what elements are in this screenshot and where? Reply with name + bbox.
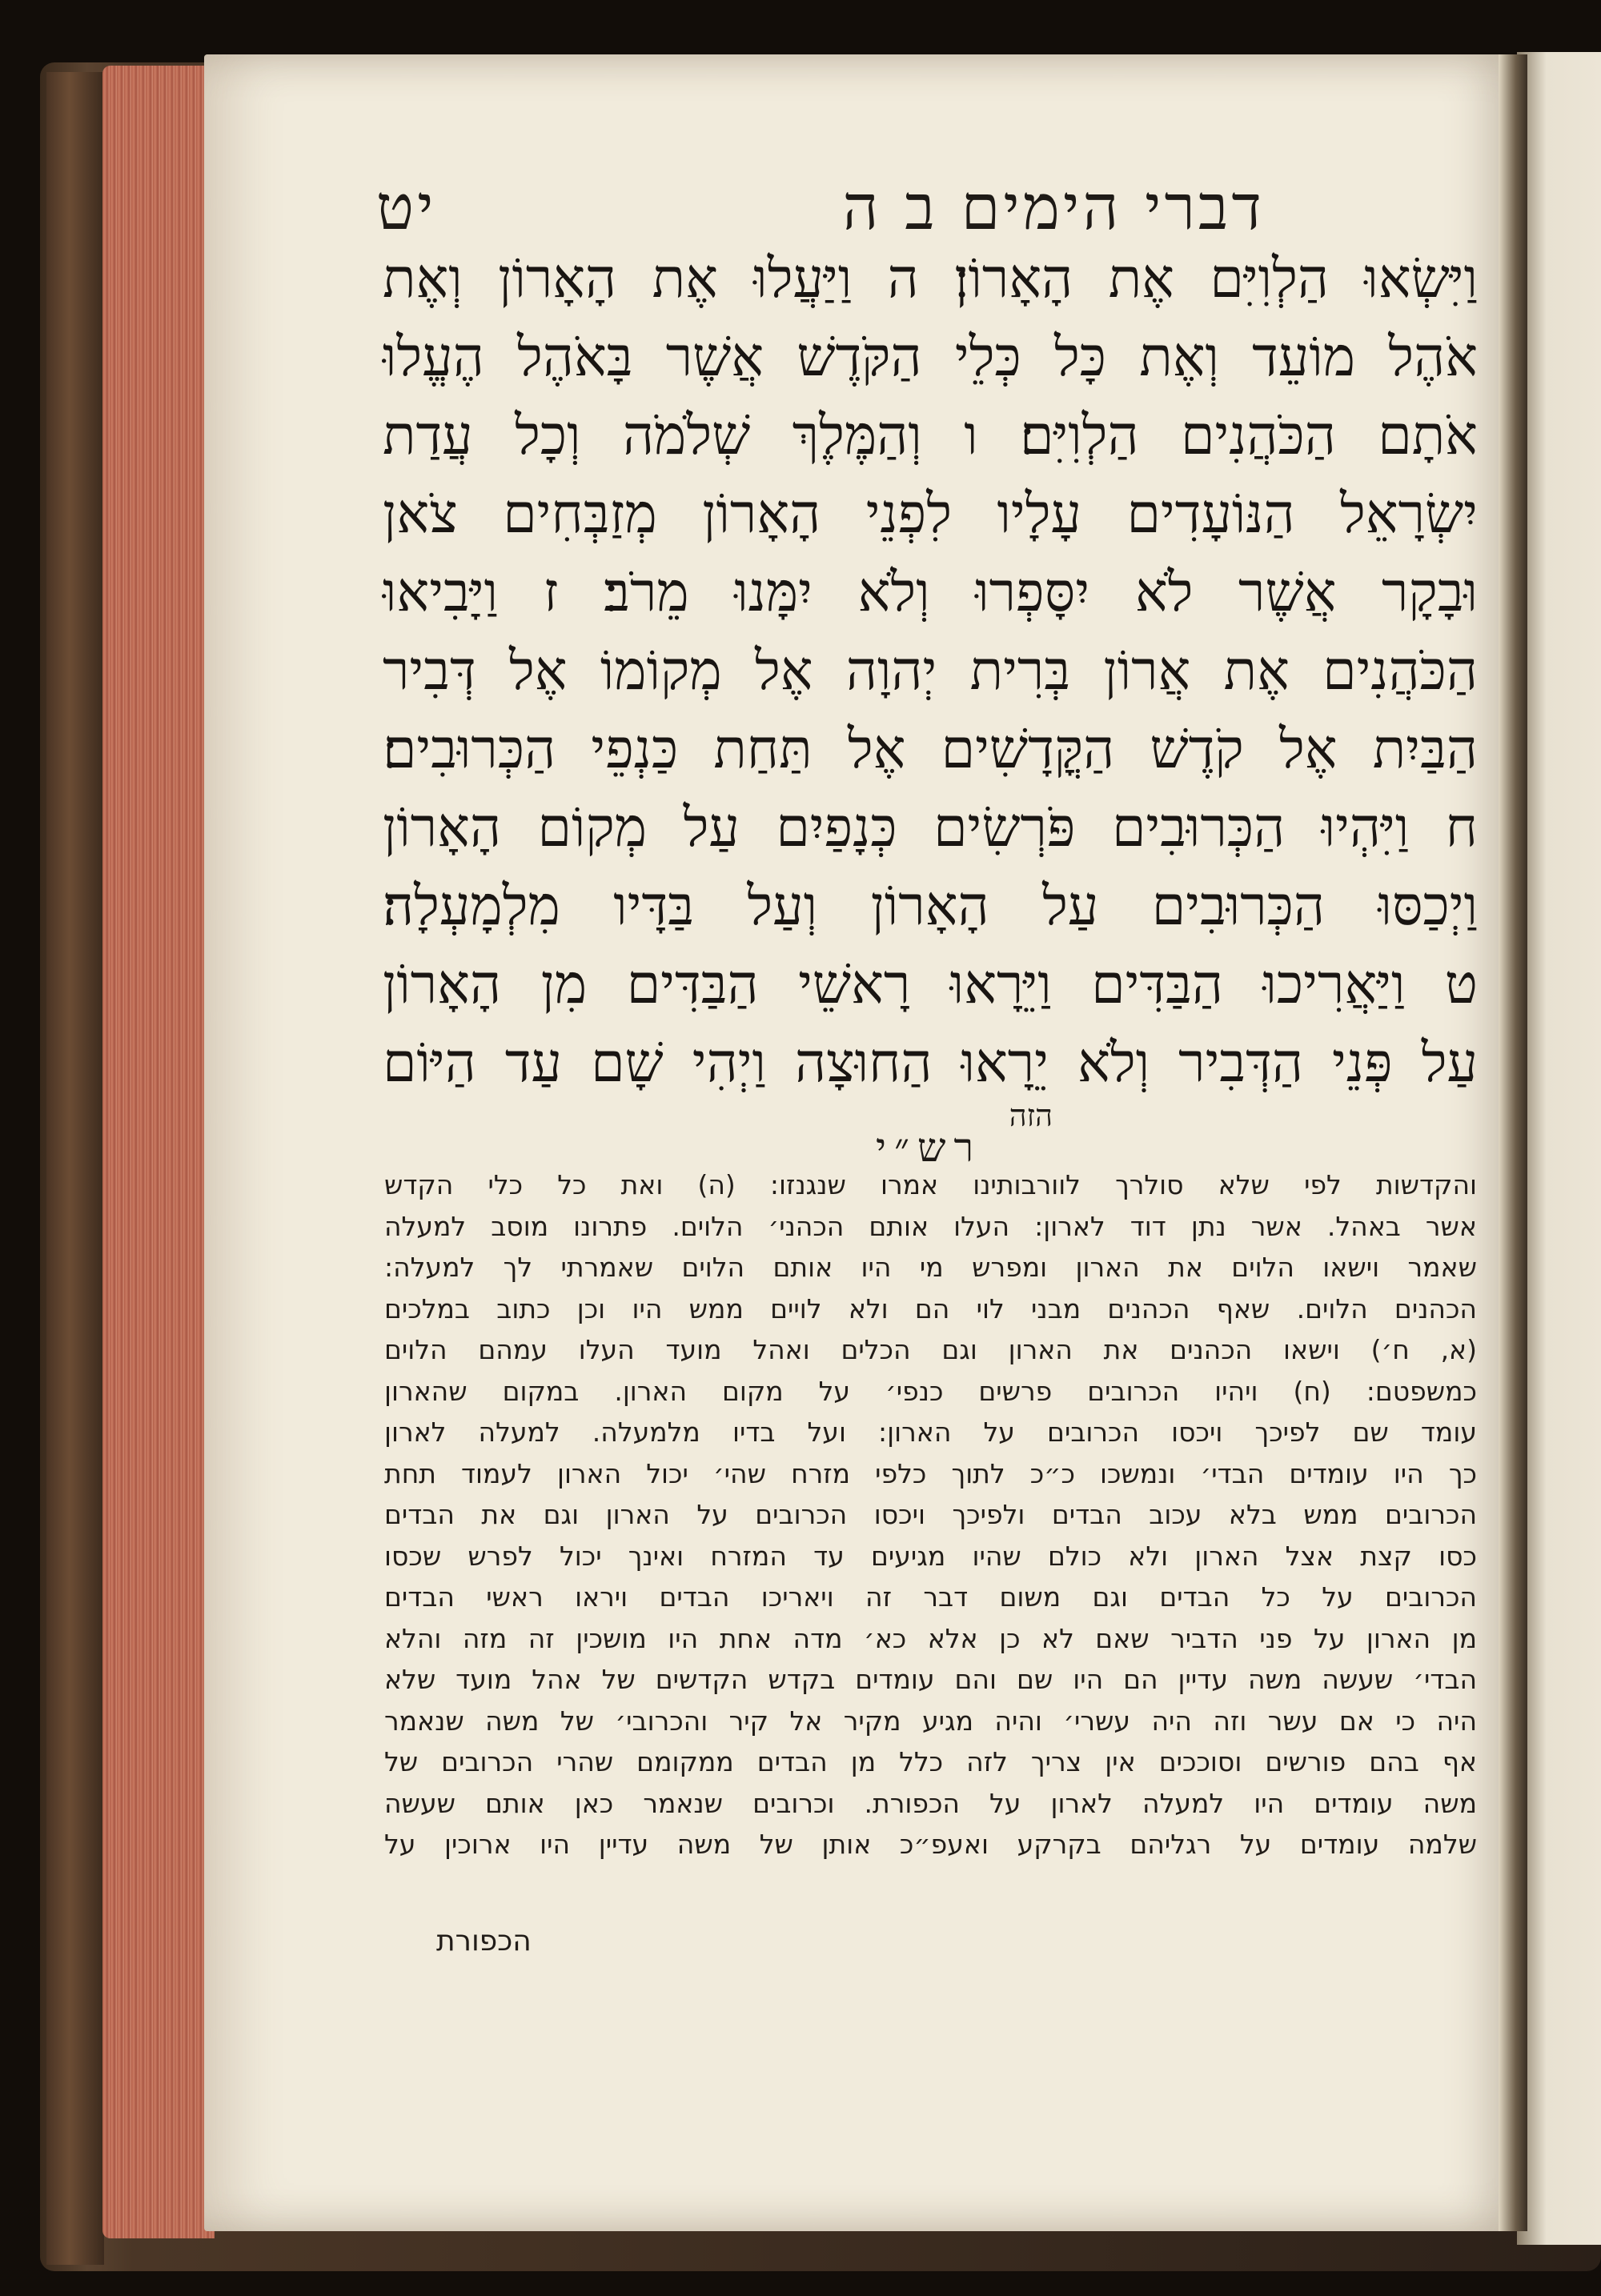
commentary-line: והקדשות לפי שלא סולרך לוורבותינו אמרו שנגנזו: (ה) ואת כל כלי הקדש	[384, 1169, 1477, 1200]
rashi-commentary	[384, 1164, 1477, 1865]
verse-line: אֹתָם הַכֹּהֲנִים הַלְוִיִּם׃ ו וְהַמֶּלֶךְ שְׁלֹמֹה וְכָל עֲדַת	[383, 404, 1478, 467]
verse-tail: הזה	[1009, 1098, 1053, 1133]
commentary-line: הכרובים ממש בלא עכוב הבדים ולפיכך ויכסו הכרובים על הארון וגם את הבדים	[384, 1499, 1477, 1530]
verse-line: הַבַּיִת אֶל קֹדֶשׁ הַקֳּדָשִׁים אֶל תַּחַת כַּנְפֵי הַכְּרוּבִים׃	[383, 718, 1478, 781]
book-spine-edge	[46, 72, 104, 2265]
commentary-line: (א, ח׳) וישאו הכהנים את הארון וגם הכלים ואהל מועד העלו עמהם הלוים	[384, 1334, 1477, 1365]
catchword: הכפורת	[436, 1925, 532, 1957]
commentary-line: אשר באהל. אשר נתן דוד לארון: העלו אותם הכהני׳ הלוים. פתרונו מוסב למעלה	[384, 1210, 1477, 1242]
commentary-line: כסו קצת אצל הארון ולא כולם שהיו מגיעים עד המזרח ואינך יכול לפרש שכסו	[384, 1540, 1477, 1572]
commentary-line: שאמר וישאו הלוים את הארון ומפרש מי היו אותם הלוים שאמרתי לך למעלה:	[384, 1252, 1477, 1283]
folio-number: יט	[376, 172, 437, 244]
commentary-line: הבדי׳ שעשה משה עדיין הם היו שם והם עומדים בקדש הקדשים של אהל מועד שלא	[384, 1664, 1477, 1695]
verse-line: יִשְׂרָאֵל הַנּוֹעָדִים עָלָיו לִפְנֵי הָאָרוֹן מְזַבְּחִים צֹאן	[383, 483, 1478, 546]
verse-line: ט וַיַּאֲרִיכוּ הַבַּדִּים וַיֵּרָאוּ רָאשֵׁי הַבַּדִּים מִן הָאָרוֹן	[383, 953, 1478, 1016]
commentary-title: רש״י	[875, 1124, 982, 1171]
commentary-line: הכהנים הלוים. שאף הכהנים מבני לוי הם ולא לויים ממש היו וכן כתוב במלכים	[384, 1292, 1477, 1324]
scripture-text	[383, 240, 1478, 1103]
running-header	[376, 172, 1265, 244]
verse-line: אֹהֶל מוֹעֵד וְאֶת כָּל כְּלֵי הַקֹּדֶשׁ אֲשֶׁר בָּאֹהֶל הֶעֱלוּ	[383, 326, 1478, 389]
commentary-line: מן הארון על פני הדביר שאם לא כן אלא כא׳ מדה אחת היו מושכין זה מזה והלא	[384, 1622, 1477, 1654]
facing-page	[1517, 52, 1601, 2245]
commentary-line: עומד שם לפיכך ויכסו הכרובים על הארון: ועל בדיו מלמעלה. למעלה לארון	[384, 1416, 1477, 1448]
commentary-line: משה עומדים היו למעלה לארון על הכפורת. וכרובים שנאמר כאן אותם שעשה	[384, 1787, 1477, 1819]
verse-line: עַל פְּנֵי הַדְּבִיר וְלֹא יֵרָאוּ הַחוּצָה וַיְהִי שָׁם עַד הַיּוֹם	[383, 1032, 1478, 1095]
commentary-line: שלמה עומדים על רגליהם בקרקע ואעפ״כ אותן של משה עדיין היו ארוכין על	[384, 1829, 1477, 1860]
verse-line: הַכֹּהֲנִים אֶת אֲרוֹן בְּרִית יְהוָה אֶל מְקוֹמוֹ אֶל דְּבִיר	[383, 639, 1478, 703]
page-edges	[102, 66, 215, 2238]
running-title: דברי הימים ב ה	[842, 172, 1265, 244]
commentary-line: אף בהם פורשים וסוככים אין צריך לזה כלל מן הבדים ממקומם שהרי הכרובים של	[384, 1746, 1477, 1777]
commentary-line: כמשפטם: (ח) ויהיו הכרובים פרשים כנפי׳ על מקום הארון. במקום שהארון	[384, 1375, 1477, 1407]
commentary-line: היה כי אם עשר וזה היה עשרי׳ והיה מגיע מקיר אל קיר והכרובי׳ של משה שנאמר	[384, 1705, 1477, 1737]
verse-line: וּבָקָר אֲשֶׁר לֹא יִסָּפְרוּ וְלֹא יִמָּנוּ מֵרֹב׃ ז וַיָּבִיאוּ	[383, 561, 1478, 624]
verse-line: ח וַיִּהְיוּ הַכְּרוּבִים פֹּרְשִׂים כְּנָפַיִם עַל מְקוֹם הָאָרוֹן	[383, 796, 1478, 859]
commentary-line: הכרובים על כל הבדים וגם משום דבר זה ויאריכו הבדים ויראו ראשי הבדים	[384, 1581, 1477, 1613]
page-gutter	[1499, 54, 1527, 2231]
verse-line: וַיְכַסּוּ הַכְּרוּבִים עַל הָאָרוֹן וְעַל בַּדָּיו מִלְמָעְלָה׃	[383, 875, 1478, 938]
verse-line: וַיִּשְׂאוּ הַלְוִיִּם אֶת הָאָרוֹן׃ ה וַיַּעֲלוּ אֶת הָאָרוֹן וְאֶת	[383, 247, 1478, 311]
commentary-line: כך היו עומדים הבדי׳ ונמשכו כ״כ לתוך כלפי מזרח שהי׳ יכול הארון לעמוד תחת	[384, 1457, 1477, 1489]
